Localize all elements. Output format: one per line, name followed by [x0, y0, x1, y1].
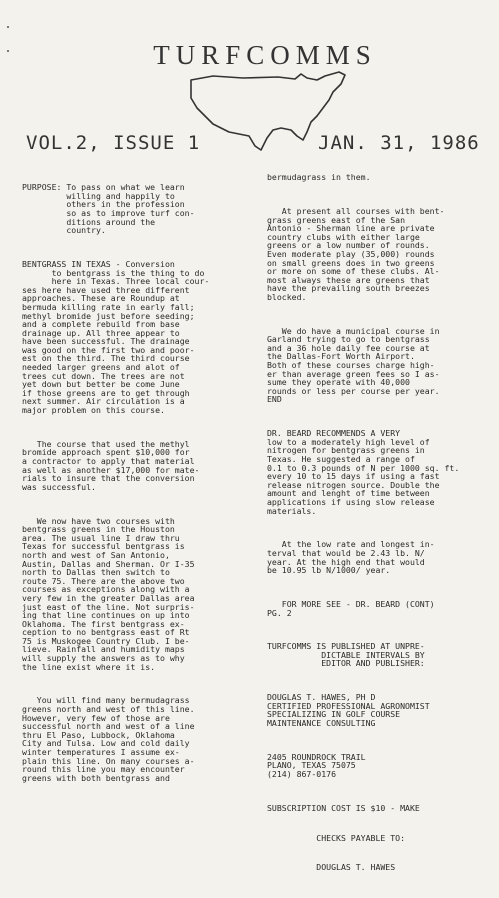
- subscription-cost: SUBSCRIPTION COST IS $10 - MAKE: [267, 802, 420, 813]
- scan-mark: [7, 26, 9, 28]
- left-column: [22, 166, 252, 808]
- scan-mark: [7, 50, 9, 52]
- purpose-paragraph: PURPOSE: To pass on what we learn willing and happily to others in the profession so as to improve turf con- ditions around the country.: [22, 182, 195, 236]
- low-rate-paragraph: At the low rate and longest in- terval that would be 2.43 lb. N/ year. At the high end that would be 10.95 lb N/1000/ year.: [267, 539, 435, 576]
- methyl-bromide-paragraph: The course that used the methyl bromide approach spent $10,000 for a contractor to apply that material as well as another $17,000 for mate- rials to insure that the conversion was successful.: [22, 438, 200, 492]
- publisher-note: TURFCOMMS IS PUBLISHED AT UNPRE- DICTABLE INTERVALS BY EDITOR AND PUBLISHER:: [267, 641, 425, 669]
- bermudagrass-continued: bermudagrass in them.: [267, 172, 371, 183]
- payee-name: DOUGLAS T. HAWES: [267, 862, 396, 873]
- private-clubs-paragraph: At present all courses with bent- grass greens east of the San Antonio - Sherman line are private country clubs with either large greens or a low number of rounds. Even moderate play (35,000) rounds on small greens does in two greens or more on some of these clubs. Al- most always these are greens that have the prevailing south breezes blocked.: [267, 205, 445, 302]
- masthead-title: TURFCOMMS: [153, 40, 377, 70]
- bermudagrass-paragraph: You will find many bermudagrass greens north and west of this line. However, very few of those are successful north and west of a line thru El Paso, Lubbock, Oklahoma City and Tulsa. Low and cold daily winter temperatures I assume ex- plain this line. On many courses a- round this line you may encounter greens with both bentgrass and: [22, 695, 195, 783]
- bentgrass-paragraph: BENTGRASS IN TEXAS - Conversion to bentgrass is the thing to do here in Texas. Three local cour- ses here have used three different approaches. These are Roundup at bermuda killing rate in early fall; methyl bromide just before seeding; and a complete rebuild from base drainage up. All three appear to have been successful. The drainage was good on the first two and poor- est on the third. The third course needed larger greens and alot of trees cut down. The trees are not yet down but better be come June if those greens are to get through next summer. Air circulation is a major problem on this course.: [22, 258, 210, 416]
- checks-payable: CHECKS PAYABLE TO:: [267, 832, 406, 843]
- dr-beard-paragraph: DR. BEARD RECOMMENDS A VERY low to a moderately high level of nitrogen for bentgrass greens in Texas. He suggested a range of 0.1 to 0.3 pounds of N per 1000 sq. ft. every 10 to 15 days if using a fast release nitrogen source. Double the amount and lenght of time between applications if using slow release materials.: [267, 428, 460, 516]
- right-column: [267, 156, 487, 897]
- editor-address: 2405 ROUNDROCK TRAIL PLANO, TEXAS 75075 (214) 867-0176: [267, 751, 366, 779]
- see-more-note: FOR MORE SEE - DR. BEARD (CONT) PG. 2: [267, 598, 435, 618]
- editor-credentials: DOUGLAS T. HAWES, PH D CERTIFIED PROFESSIONAL AGRONOMIST SPECIALIZING IN GOLF COURSE MAINTENANCE CONSULTING: [267, 692, 430, 729]
- issue-date: JAN. 31, 1986: [318, 132, 480, 154]
- houston-paragraph: We now have two courses with bentgrass greens in the Houston area. The usual line I draw thru Texas for successful bentgrass is north and west of San Antonio, Austin, Dallas and Sherman. Or I-35 north to Dallas then switch to route 75. There are the above two courses as exceptions along with a very few in the greater Dallas area just east of the line. Not surpris- ing that line continues on up into Oklahoma. The first bentgrass ex- ception to no bentgrass east of Rt 75 is Muskogee Country Club. I be- lieve. Rainfall and humidity maps will supply the answers as to why the line exist where it is.: [22, 515, 195, 672]
- municipal-course-paragraph: We do have a municipal course in Garland trying to go to bentgrass and a 36 hole daily fee course at the Dallas-Fort Worth Airport. Both of these courses charge high- er than average green fees so I as- sume they operate with 40,000 rounds or less per course per year. END: [267, 325, 440, 405]
- volume-issue: VOL.2, ISSUE 1: [26, 132, 201, 154]
